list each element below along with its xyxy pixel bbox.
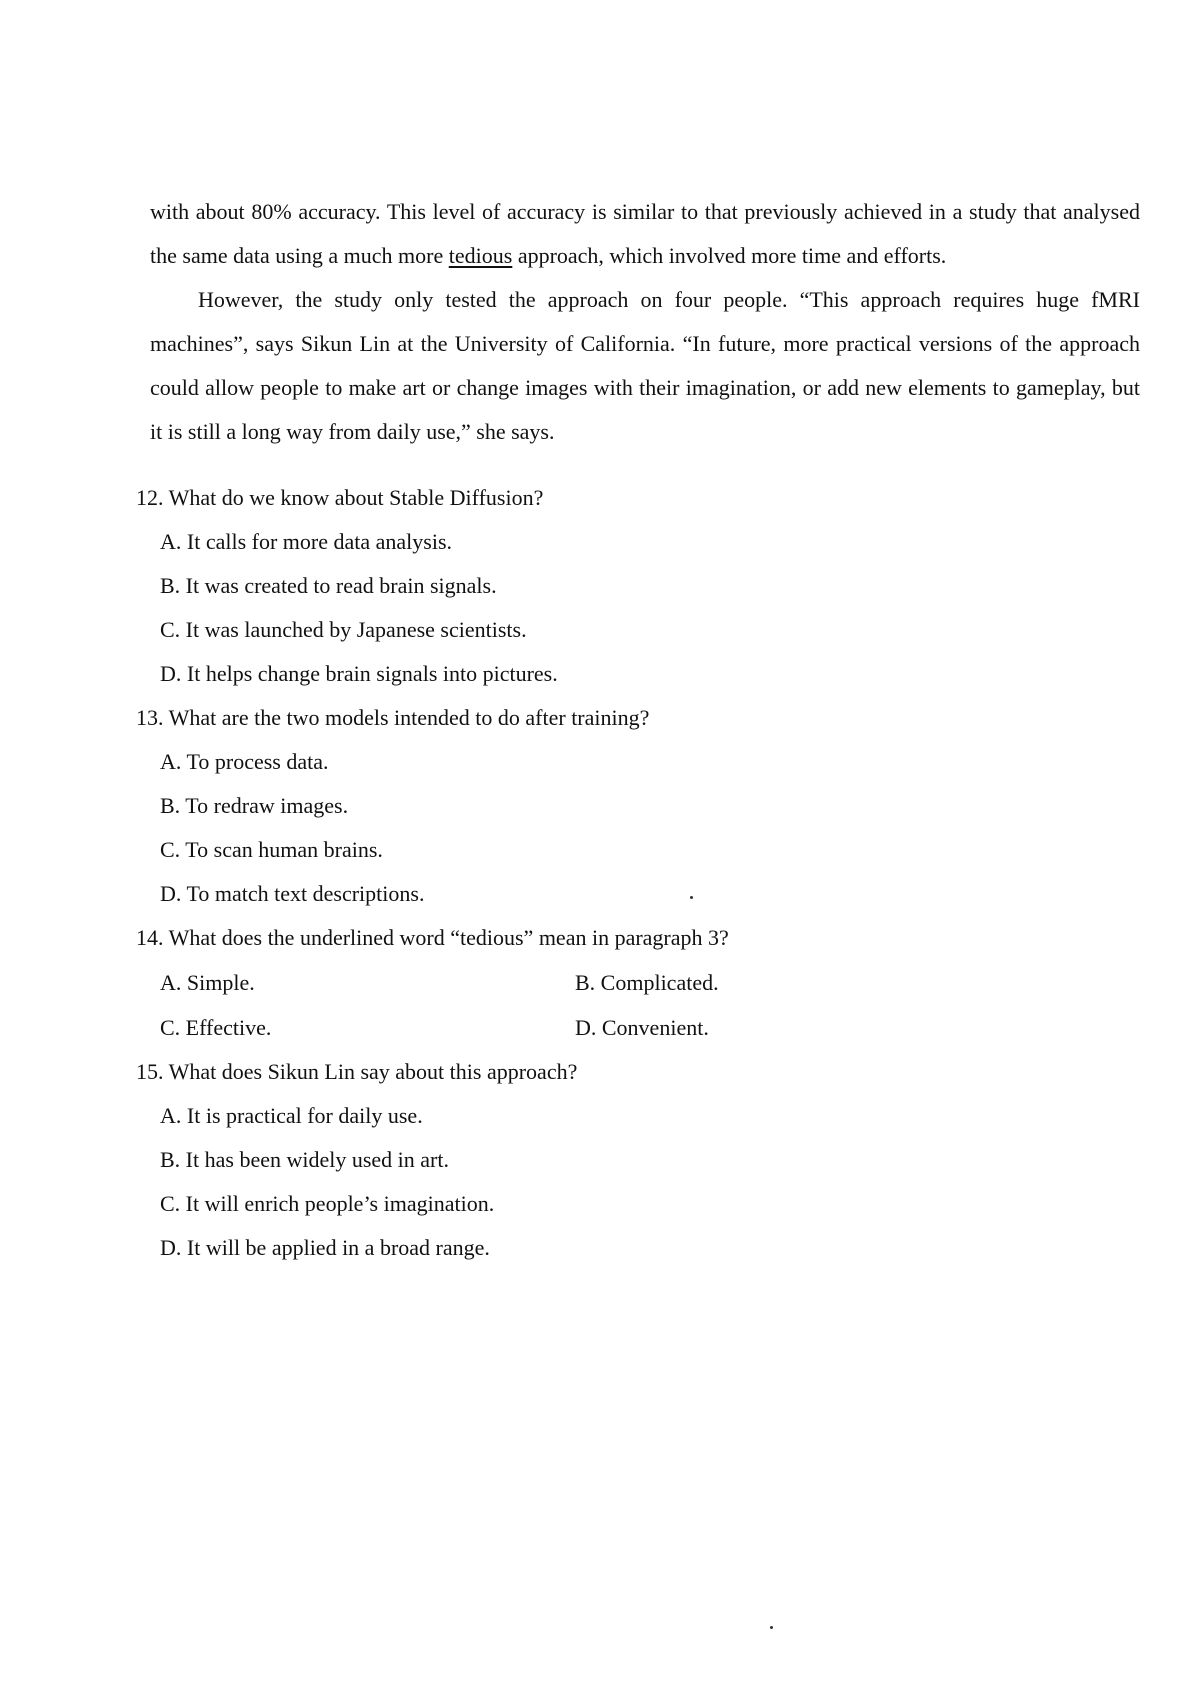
question-stem: 13. What are the two models intended to do after training?	[136, 705, 650, 730]
option-b: B. It has been widely used in art.	[160, 1147, 449, 1172]
question-14	[136, 916, 1036, 1050]
passage-paragraph-2: However, the study only tested the approach on four people. “This approach requires huge fMRI machines”, says Sikun Lin at the University of California. “In future, more practical versions of the approach could allow people to make art or change images with their imagination, or add new elements to gameplay, but it is still a long way from daily use,” she says.	[150, 287, 1140, 444]
option-d: D. It helps change brain signals into pictures.	[160, 661, 558, 686]
question-15	[136, 1050, 1036, 1270]
scan-speck	[690, 896, 693, 899]
underlined-word: tedious	[448, 243, 513, 268]
question-stem: 14. What does the underlined word “tedious” mean in paragraph 3?	[136, 925, 729, 950]
option-b: B. To redraw images.	[160, 793, 349, 818]
question-12	[136, 476, 1036, 696]
question-13	[136, 696, 1036, 916]
option-d: D. To match text descriptions.	[160, 881, 425, 906]
option-d: D. Convenient.	[575, 1015, 709, 1040]
option-a: A. It calls for more data analysis.	[160, 529, 453, 554]
passage-text: with about 80% accuracy. This level of accuracy is similar to that previously achieved in a study that analysed the same data using a much more	[150, 199, 1140, 268]
passage-text: approach, which involved more time and efforts.	[512, 243, 947, 268]
reading-passage	[150, 190, 1140, 454]
passage-paragraph-1	[150, 190, 1140, 278]
option-c: C. It will enrich people’s imagination.	[160, 1191, 495, 1216]
option-c: C. Effective.	[160, 1015, 272, 1040]
option-d: D. It will be applied in a broad range.	[160, 1235, 490, 1260]
question-stem: 15. What does Sikun Lin say about this approach?	[136, 1059, 578, 1084]
option-b: B. It was created to read brain signals.	[160, 573, 497, 598]
option-c: C. It was launched by Japanese scientists.	[160, 617, 527, 642]
question-stem: 12. What do we know about Stable Diffusion?	[136, 485, 544, 510]
option-a: A. Simple.	[160, 970, 255, 995]
option-grid	[136, 960, 1036, 1050]
option-b: B. Complicated.	[575, 970, 719, 995]
option-c: C. To scan human brains.	[160, 837, 383, 862]
option-a: A. To process data.	[160, 749, 329, 774]
scan-speck	[770, 1626, 773, 1629]
option-a: A. It is practical for daily use.	[160, 1103, 423, 1128]
question-list	[136, 476, 1036, 1270]
